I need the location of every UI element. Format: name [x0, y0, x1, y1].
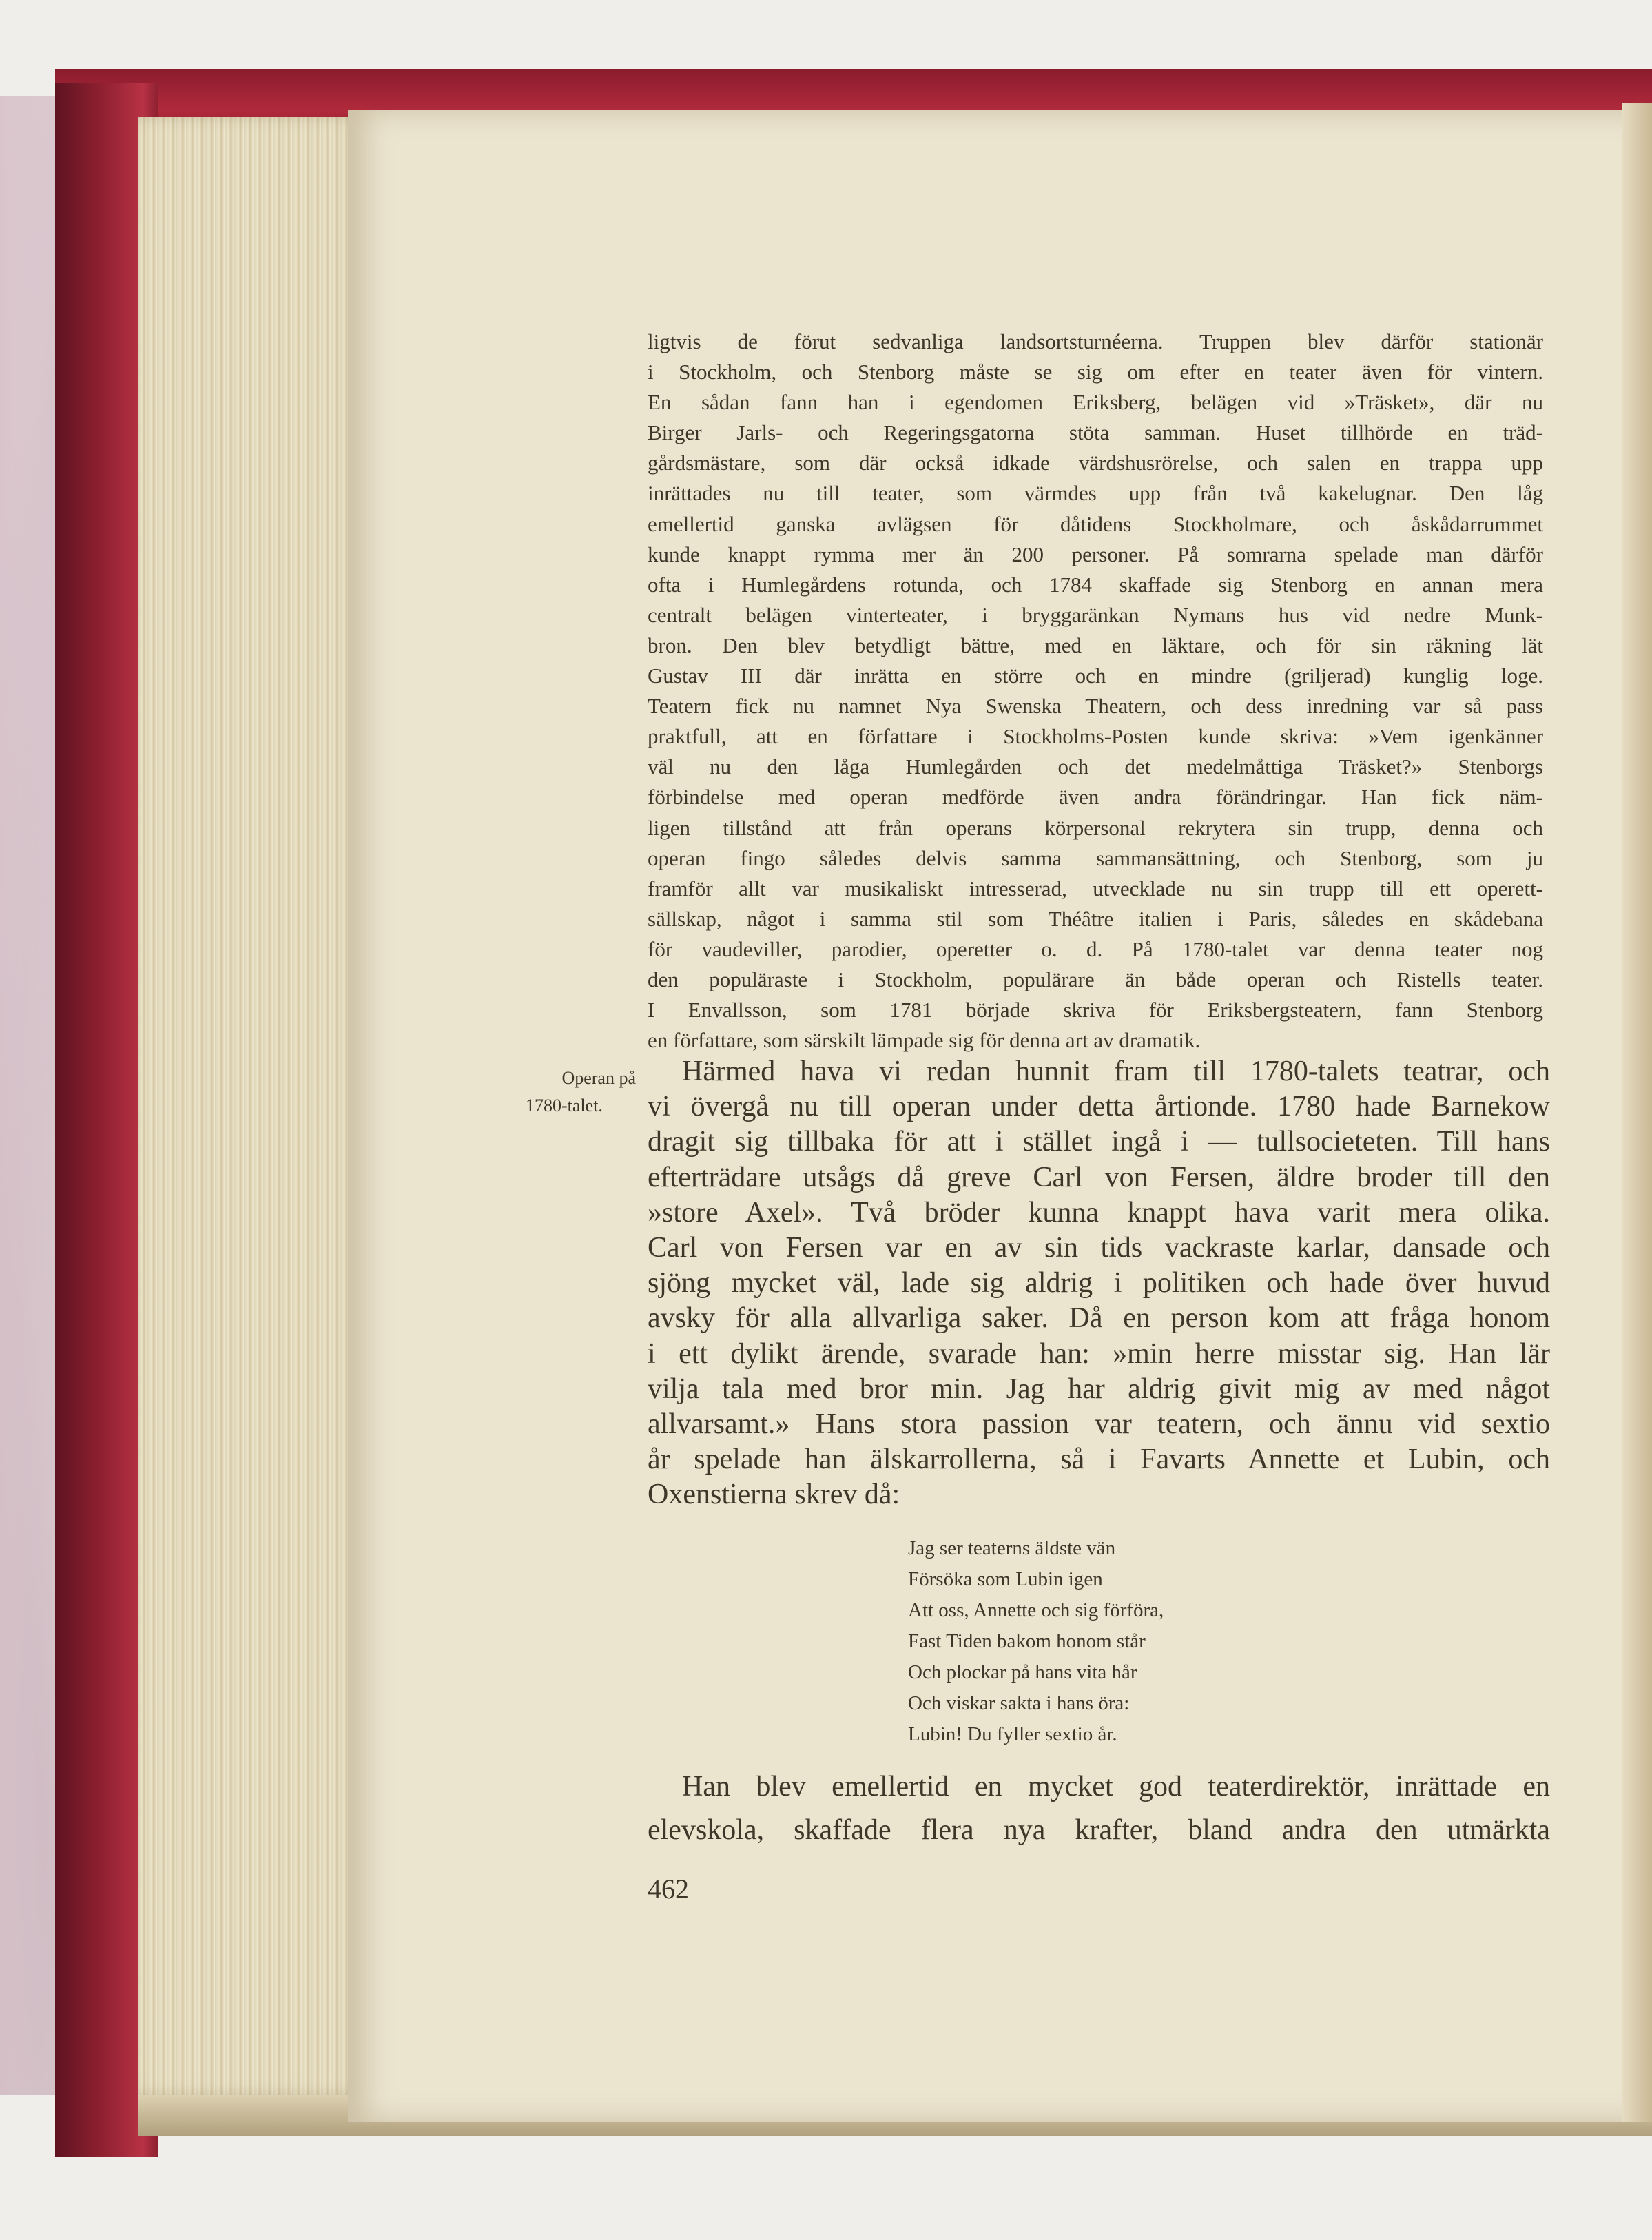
text-line: En sådan fann han i egendomen Eriksberg, belägen vid »Träsket», där nu: [648, 390, 1543, 415]
poem-line: Och viskar sakta i hans öra:: [908, 1692, 1130, 1714]
text-line: ligtvis de förut sedvanliga landsortsturnéerna. Truppen blev därför stationär: [648, 329, 1543, 353]
text-line: emellertid ganska avlägsen för dåtidens Stockholmare, och åskådarrummet: [648, 511, 1543, 536]
paragraph-theater-director: [648, 1765, 1550, 1852]
text-line: inrättades nu till teater, som värmdes upp från två kakelugnar. Den låg: [648, 481, 1543, 506]
text-line: Han blev emellertid en mycket god teaterdirektör, inrättade en: [682, 1771, 1550, 1802]
text-line: Härmed hava vi redan hunnit fram till 1780-talets teatrar, och: [682, 1056, 1550, 1087]
poem-line: Fast Tiden bakom honom står: [908, 1630, 1146, 1652]
margin-note-line: Operan på: [561, 1068, 636, 1088]
text-line: efterträdare utsågs då greve Carl von Fersen, äldre broder till den: [648, 1161, 1550, 1193]
text-line: framför allt var musikaliskt intresserad, utvecklade nu sin trupp till ett operett-: [648, 876, 1543, 901]
text-line: sjöng mycket väl, lade sig aldrig i politiken och hade över huvud: [648, 1267, 1550, 1299]
text-line: avsky för alla allvarliga saker. Då en person kom att fråga honom: [648, 1302, 1550, 1335]
text-line: gårdsmästare, som där också idkade värdshusrörelse, och salen en trappa upp: [648, 451, 1543, 475]
text-line: Teatern fick nu namnet Nya Swenska Theatern, och dess inredning var så pass: [648, 694, 1543, 719]
poem-quote: [908, 1533, 1335, 1750]
text-line: en författare, som särskilt lämpade sig för denna art av dramatik.: [648, 1028, 1201, 1053]
text-line: praktfull, att en författare i Stockholms-Posten kunde skriva: »Vem igenkänner: [648, 724, 1543, 749]
poem-line: Och plockar på hans vita hår: [908, 1661, 1137, 1683]
poem-line: Jag ser teaterns äldste vän: [908, 1537, 1116, 1559]
text-line: Birger Jarls- och Regeringsgatorna stöta samman. Huset tillhörde en träd-: [648, 420, 1543, 445]
text-line: ligen tillstånd att från operans körpersonal rekrytera sin trupp, denna och: [648, 815, 1543, 840]
page-stack-edges: [138, 117, 365, 2095]
text-line: vilja tala med bror min. Jag har aldrig givit mig av med något: [648, 1373, 1550, 1405]
text-line: Gustav III där inrätta en större och en mindre (griljerad) kunglig loge.: [648, 664, 1543, 688]
text-line: »store Axel». Två bröder kunna knappt hava varit mera olika.: [648, 1196, 1550, 1229]
paragraph-opera-1780s: [648, 1054, 1550, 1513]
text-line: väl nu den låga Humlegården och det medelmåttiga Träsket?» Stenborgs: [648, 754, 1543, 779]
text-line: dragit sig tillbaka för att i stället ingå i — tullsocieteten. Till hans: [648, 1126, 1550, 1158]
text-line: operan fingo således delvis samma sammansättning, och Stenborg, som ju: [648, 845, 1543, 870]
paragraph-stenborg-theater: [648, 327, 1543, 1056]
text-line: sällskap, något i samma stil som Théâtre italien i Paris, således en skådebana: [648, 906, 1543, 931]
text-line: kunde knappt rymma mer än 200 personer. På somrarna spelade man därför: [648, 542, 1543, 566]
text-line: Carl von Fersen var en av sin tids vackraste karlar, dansade och: [648, 1232, 1550, 1264]
text-line: elevskola, skaffade flera nya krafter, bland andra den utmärkta: [648, 1814, 1550, 1846]
text-line: Oxenstierna skrev då:: [648, 1479, 900, 1511]
text-line: förbindelse med operan medförde även andra förändringar. Han fick näm-: [648, 785, 1543, 810]
poem-line: Försöka som Lubin igen: [908, 1568, 1103, 1590]
margin-note-line: 1780-talet.: [526, 1096, 603, 1116]
text-line: bron. Den blev betydligt bättre, med en läktare, och för sin räkning lät: [648, 633, 1543, 657]
margin-note: [526, 1065, 643, 1120]
text-line: för vaudeviller, parodier, operetter o. d. På 1780-talet var denna teater nog: [648, 936, 1543, 961]
text-line: den populäraste i Stockholm, populärare än både operan och Ristells teater.: [648, 967, 1543, 991]
poem-line: Lubin! Du fyller sextio år.: [908, 1723, 1117, 1745]
text-line: i Stockholm, och Stenborg måste se sig om efter en teater även för vintern.: [648, 360, 1543, 384]
text-line: allvarsamt.» Hans stora passion var teatern, och ännu vid sextio: [648, 1408, 1550, 1441]
text-line: ofta i Humlegårdens rotunda, och 1784 skaffade sig Stenborg en annan mera: [648, 572, 1543, 597]
text-line: centralt belägen vinterteater, i bryggaränkan Nymans hus vid nedre Munk-: [648, 602, 1543, 627]
text-line: i ett dylikt ärende, svarade han: »min herre misstar sig. Han lär: [648, 1337, 1550, 1370]
page-number: 462: [648, 1873, 689, 1904]
poem-line: Att oss, Annette och sig förföra,: [908, 1599, 1164, 1621]
text-line: år spelade han älskarrollerna, så i Favarts Annette et Lubin, och: [648, 1443, 1550, 1476]
page-right-edge: [1622, 103, 1652, 2122]
text-line: vi övergå nu till operan under detta årtionde. 1780 hade Barnekow: [648, 1091, 1550, 1123]
text-line: I Envallsson, som 1781 började skriva för Eriksbergsteatern, fann Stenborg: [648, 998, 1543, 1023]
